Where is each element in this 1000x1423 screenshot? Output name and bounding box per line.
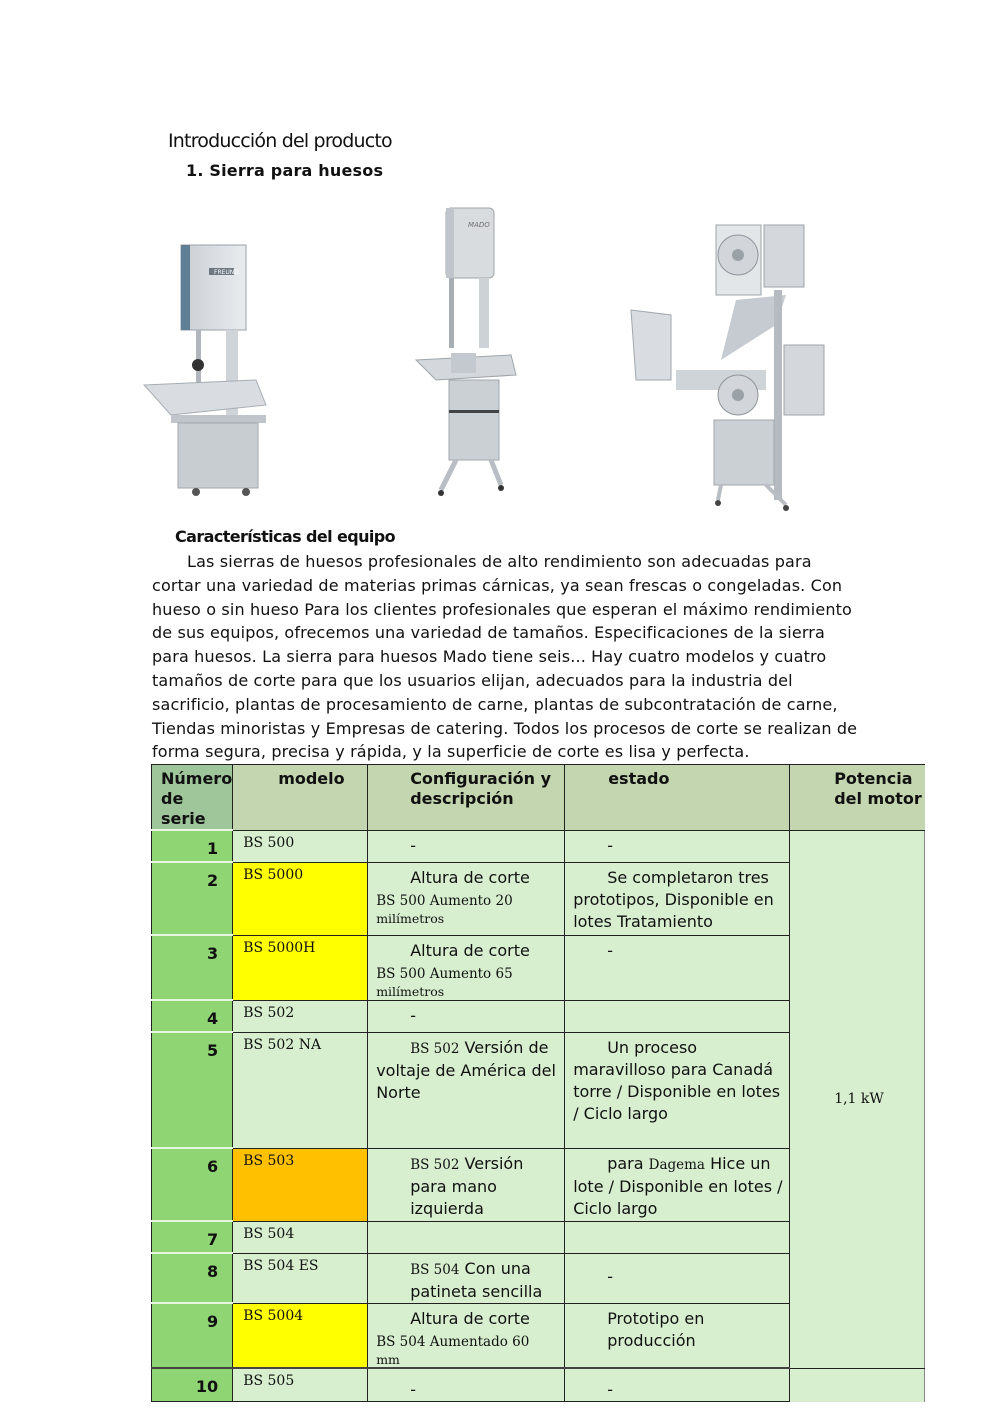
model-cell: BS 500 <box>233 830 368 862</box>
brand-text: MADO <box>468 221 490 229</box>
brand-text: FREUND <box>214 269 239 276</box>
serial-number: 10 <box>152 1368 233 1402</box>
status-text: Prototipo en producción <box>607 1308 705 1350</box>
serial-number: 4 <box>152 1000 233 1032</box>
config-text: milímetros <box>376 910 445 926</box>
status-cell <box>565 1221 790 1253</box>
header-motor-power: Potencia del motor <box>790 765 925 831</box>
status-cell <box>565 1148 790 1221</box>
table-row <box>152 830 925 862</box>
header-model: modelo <box>233 765 368 831</box>
serial-number: 7 <box>152 1221 233 1253</box>
config-text: - <box>410 1380 416 1399</box>
config-text: - <box>410 835 416 855</box>
serial-number: 9 <box>152 1303 233 1368</box>
config-cell <box>368 862 565 935</box>
config-cell <box>368 1221 565 1253</box>
config-text: milímetros <box>376 983 445 999</box>
serial-number: 1 <box>152 830 233 862</box>
status-cell <box>565 862 790 935</box>
serial-number: 2 <box>152 862 233 935</box>
motor-power-cell: 1,1 kW <box>790 830 925 1368</box>
features-heading: Características del equipo <box>175 527 396 546</box>
model-cell: BS 5000 <box>233 862 368 935</box>
status-cell <box>565 830 790 862</box>
status-cell <box>565 1000 790 1032</box>
serial-number: 8 <box>152 1253 233 1303</box>
config-text: mm <box>376 1351 400 1367</box>
config-text: Altura de corte <box>410 940 530 960</box>
model-cell: BS 502 NA <box>233 1032 368 1148</box>
model-cell: BS 502 <box>233 1000 368 1032</box>
config-cell <box>368 1303 565 1368</box>
status-cell <box>565 1253 790 1303</box>
status-text: para <box>607 1153 644 1173</box>
config-text: Altura de corte <box>410 867 530 887</box>
status-text: - <box>607 835 613 855</box>
serial-number: 3 <box>152 935 233 1000</box>
config-text: BS 502 <box>410 1040 460 1057</box>
page-title: Introducción del producto <box>168 130 392 152</box>
specifications-table <box>151 764 925 1402</box>
status-text: - <box>607 1380 613 1399</box>
status-cell <box>565 1303 790 1368</box>
model-cell: BS 5004 <box>233 1303 368 1368</box>
config-cell <box>368 935 565 1000</box>
header-status: estado <box>565 765 790 831</box>
serial-number: 5 <box>152 1032 233 1148</box>
config-text: BS 500 Aumento 20 <box>376 892 513 909</box>
status-text: - <box>607 1266 613 1286</box>
config-cell <box>368 1368 565 1402</box>
config-text: Versión de voltaje de América del Norte <box>376 1037 556 1102</box>
model-cell: BS 504 ES <box>233 1253 368 1303</box>
header-configuration: Configuración y descripción <box>368 765 565 831</box>
config-text: BS 502 <box>410 1156 460 1173</box>
status-text: - <box>607 940 613 960</box>
serial-number: 6 <box>152 1148 233 1221</box>
product-image-band-saw-3-open <box>626 220 861 520</box>
config-text: Versión para mano izquierda <box>410 1153 524 1218</box>
config-cell <box>368 1148 565 1221</box>
config-cell <box>368 1032 565 1148</box>
section-title: 1. Sierra para huesos <box>186 161 384 180</box>
model-cell: BS 505 <box>233 1368 368 1402</box>
status-cell <box>565 935 790 1000</box>
config-cell <box>368 1000 565 1032</box>
table-header-row <box>152 765 925 831</box>
config-text: BS 504 Aumentado 60 <box>376 1333 530 1350</box>
config-text: BS 500 Aumento 65 <box>376 965 513 982</box>
table-row <box>152 1368 925 1402</box>
product-photos <box>136 200 860 520</box>
config-text: BS 504 <box>410 1261 460 1278</box>
features-paragraph: Las sierras de huesos profesionales de alto rendimiento son adecuadas para cortar una variedad de materias primas cárnicas, ya sean frescas o congeladas. Con hueso o sin hueso Para los clientes profesionales que esperan el máximo rendimiento de sus equipos, ofrecemos una variedad de tamaños. Especificaciones de la sierra para huesos. La sierra para huesos Mado tiene seis... Hay cuatro modelos y cuatro tamaños de corte para que los usuarios elijan, adecuados para la industria del sacrificio, plantas de procesamiento de carne, plantas de subcontratación de carne, Tiendas minoristas y Empresas de catering. Todos los procesos de corte se realizan de forma segura, precisa y rápida, y la superficie de corte es lisa y perfecta. <box>152 552 858 762</box>
model-cell: BS 5000H <box>233 935 368 1000</box>
model-cell: BS 504 <box>233 1221 368 1253</box>
status-text: Se completaron tres prototipos, Disponible en lotes Tratamiento <box>573 867 774 931</box>
config-text: Con una patineta sencilla <box>410 1258 543 1301</box>
status-cell <box>565 1032 790 1148</box>
header-serial-number: Número de serie <box>152 765 233 831</box>
model-cell: BS 503 <box>233 1148 368 1221</box>
status-text: Hice un lote / Disponible en lotes / Ciclo largo <box>573 1153 783 1218</box>
status-text: Dagema <box>648 1156 705 1173</box>
product-image-band-saw-2 <box>411 205 561 500</box>
product-image-band-saw-1 <box>136 230 316 500</box>
config-cell <box>368 830 565 862</box>
config-cell <box>368 1253 565 1303</box>
config-text: Altura de corte <box>410 1308 530 1328</box>
config-text: - <box>410 1005 416 1025</box>
status-text: Un proceso maravilloso para Canadá torre / Disponible en lotes / Ciclo largo <box>573 1037 781 1123</box>
status-cell <box>565 1368 790 1402</box>
motor-power-cell-empty <box>790 1368 925 1402</box>
